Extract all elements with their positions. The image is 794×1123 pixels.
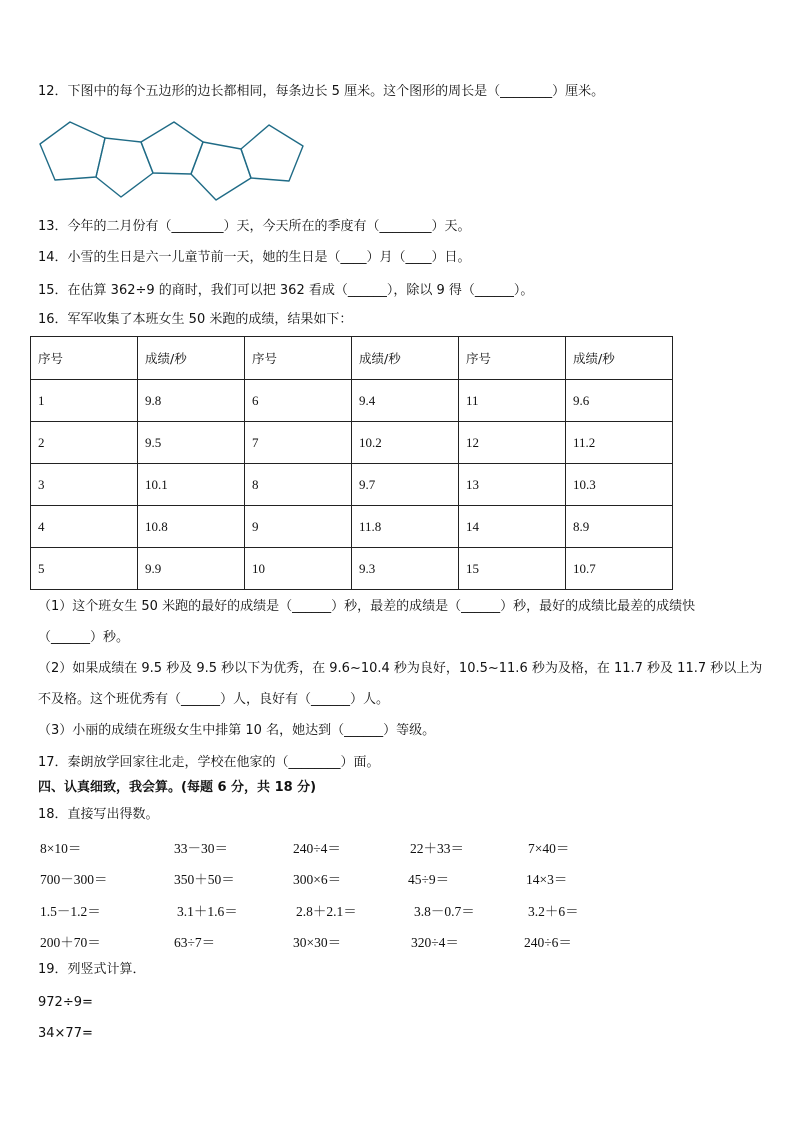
table-header-cell: 成绩/秒 — [566, 337, 673, 380]
calc-item: 200＋70＝ — [40, 935, 101, 950]
section-4-heading: 四、认真细致，我会算。(每题 6 分，共 18 分) — [38, 780, 317, 795]
table-cell: 9 — [245, 506, 352, 548]
table-row — [31, 548, 673, 590]
table-cell: 4 — [31, 506, 138, 548]
table-cell: 1 — [31, 380, 138, 422]
calc-item: 3.2＋6＝ — [528, 904, 579, 919]
calc-item: 700－300＝ — [40, 872, 108, 887]
question-12: 12．下图中的每个五边形的边长都相同，每条边长 5 厘米。这个图形的周长是（________）厘米。 — [38, 84, 605, 99]
table-cell: 10.2 — [352, 422, 459, 464]
calc-item: 320÷4＝ — [411, 935, 459, 950]
calc-item: 33－30＝ — [174, 841, 228, 856]
table-cell: 13 — [459, 464, 566, 506]
question-18: 18．直接写出得数。 — [38, 807, 159, 822]
table-cell: 10 — [245, 548, 352, 590]
calc-item: 14×3＝ — [526, 872, 568, 887]
table-row — [31, 422, 673, 464]
table-cell: 10.3 — [566, 464, 673, 506]
question-16-part2-line2: 不及格。这个班优秀有（______）人，良好有（______）人。 — [38, 692, 390, 707]
table-cell: 9.7 — [352, 464, 459, 506]
scores-table — [30, 336, 673, 590]
table-header-cell: 序号 — [245, 337, 352, 380]
pentagon-figure — [36, 116, 306, 202]
table-header-cell: 成绩/秒 — [352, 337, 459, 380]
calc-item: 7×40＝ — [528, 841, 570, 856]
table-cell: 11.8 — [352, 506, 459, 548]
calc-item: 350＋50＝ — [174, 872, 235, 887]
table-cell: 12 — [459, 422, 566, 464]
question-16-part3: （3）小丽的成绩在班级女生中排第 10 名，她达到（______）等级。 — [38, 723, 436, 738]
table-cell: 2 — [31, 422, 138, 464]
table-row — [31, 464, 673, 506]
table-cell: 7 — [245, 422, 352, 464]
question-13: 13．今年的二月份有（________）天，今天所在的季度有（________）天。 — [38, 219, 471, 234]
table-cell: 8.9 — [566, 506, 673, 548]
table-cell: 10.7 — [566, 548, 673, 590]
calc-item: 45÷9＝ — [408, 872, 450, 887]
question-17: 17．秦朗放学回家往北走，学校在他家的（________）面。 — [38, 755, 380, 770]
question-16-part1-line2: （______）秒。 — [38, 630, 130, 645]
calc-item: 3.1＋1.6＝ — [177, 904, 238, 919]
calc-item: 3.8－0.7＝ — [414, 904, 475, 919]
question-15: 15．在估算 362÷9 的商时，我们可以把 362 看成（______），除以 9 得（______）。 — [38, 283, 534, 298]
table-cell: 9.3 — [352, 548, 459, 590]
question-19: 19．列竖式计算． — [38, 962, 146, 977]
question-19-item-a: 972÷9= — [38, 995, 93, 1010]
table-row — [31, 506, 673, 548]
calc-item: 63÷7＝ — [174, 935, 216, 950]
calc-item: 300×6＝ — [293, 872, 342, 887]
table-cell: 8 — [245, 464, 352, 506]
calc-item: 2.8＋2.1＝ — [296, 904, 357, 919]
table-cell: 9.6 — [566, 380, 673, 422]
question-16: 16．军军收集了本班女生 50 米跑的成绩，结果如下： — [38, 312, 353, 327]
calc-item: 240÷6＝ — [524, 935, 572, 950]
pentagon-5 — [241, 125, 303, 181]
table-cell: 3 — [31, 464, 138, 506]
calc-item: 30×30＝ — [293, 935, 342, 950]
table-cell: 9.4 — [352, 380, 459, 422]
table-header-row — [31, 337, 673, 380]
table-header-cell: 成绩/秒 — [138, 337, 245, 380]
pentagon-2 — [96, 138, 153, 197]
table-cell: 10.8 — [138, 506, 245, 548]
calc-item: 22＋33＝ — [410, 841, 464, 856]
pentagon-1 — [40, 122, 105, 180]
question-16-part2-line1: （2）如果成绩在 9.5 秒及 9.5 秒以下为优秀，在 9.6~10.4 秒为良好，10.5~11.6 秒为及格，在 11.7 秒及 11.7 秒以上为 — [38, 661, 763, 676]
table-cell: 14 — [459, 506, 566, 548]
calc-item: 240÷4＝ — [293, 841, 341, 856]
table-cell: 9.9 — [138, 548, 245, 590]
table-cell: 11 — [459, 380, 566, 422]
table-cell: 6 — [245, 380, 352, 422]
table-header-cell: 序号 — [459, 337, 566, 380]
table-cell: 9.5 — [138, 422, 245, 464]
table-cell: 10.1 — [138, 464, 245, 506]
table-header-cell: 序号 — [31, 337, 138, 380]
table-row — [31, 380, 673, 422]
question-19-item-b: 34×77= — [38, 1026, 93, 1041]
table-cell: 15 — [459, 548, 566, 590]
question-16-part1-line1: （1）这个班女生 50 米跑的最好的成绩是（______）秒，最差的成绩是（______）秒，最好的成绩比最差的成绩快 — [38, 599, 696, 614]
table-cell: 5 — [31, 548, 138, 590]
calc-item: 1.5－1.2＝ — [40, 904, 101, 919]
calc-item: 8×10＝ — [40, 841, 82, 856]
table-cell: 9.8 — [138, 380, 245, 422]
question-14: 14．小雪的生日是六一儿童节前一天，她的生日是（____）月（____）日。 — [38, 250, 471, 265]
table-cell: 11.2 — [566, 422, 673, 464]
